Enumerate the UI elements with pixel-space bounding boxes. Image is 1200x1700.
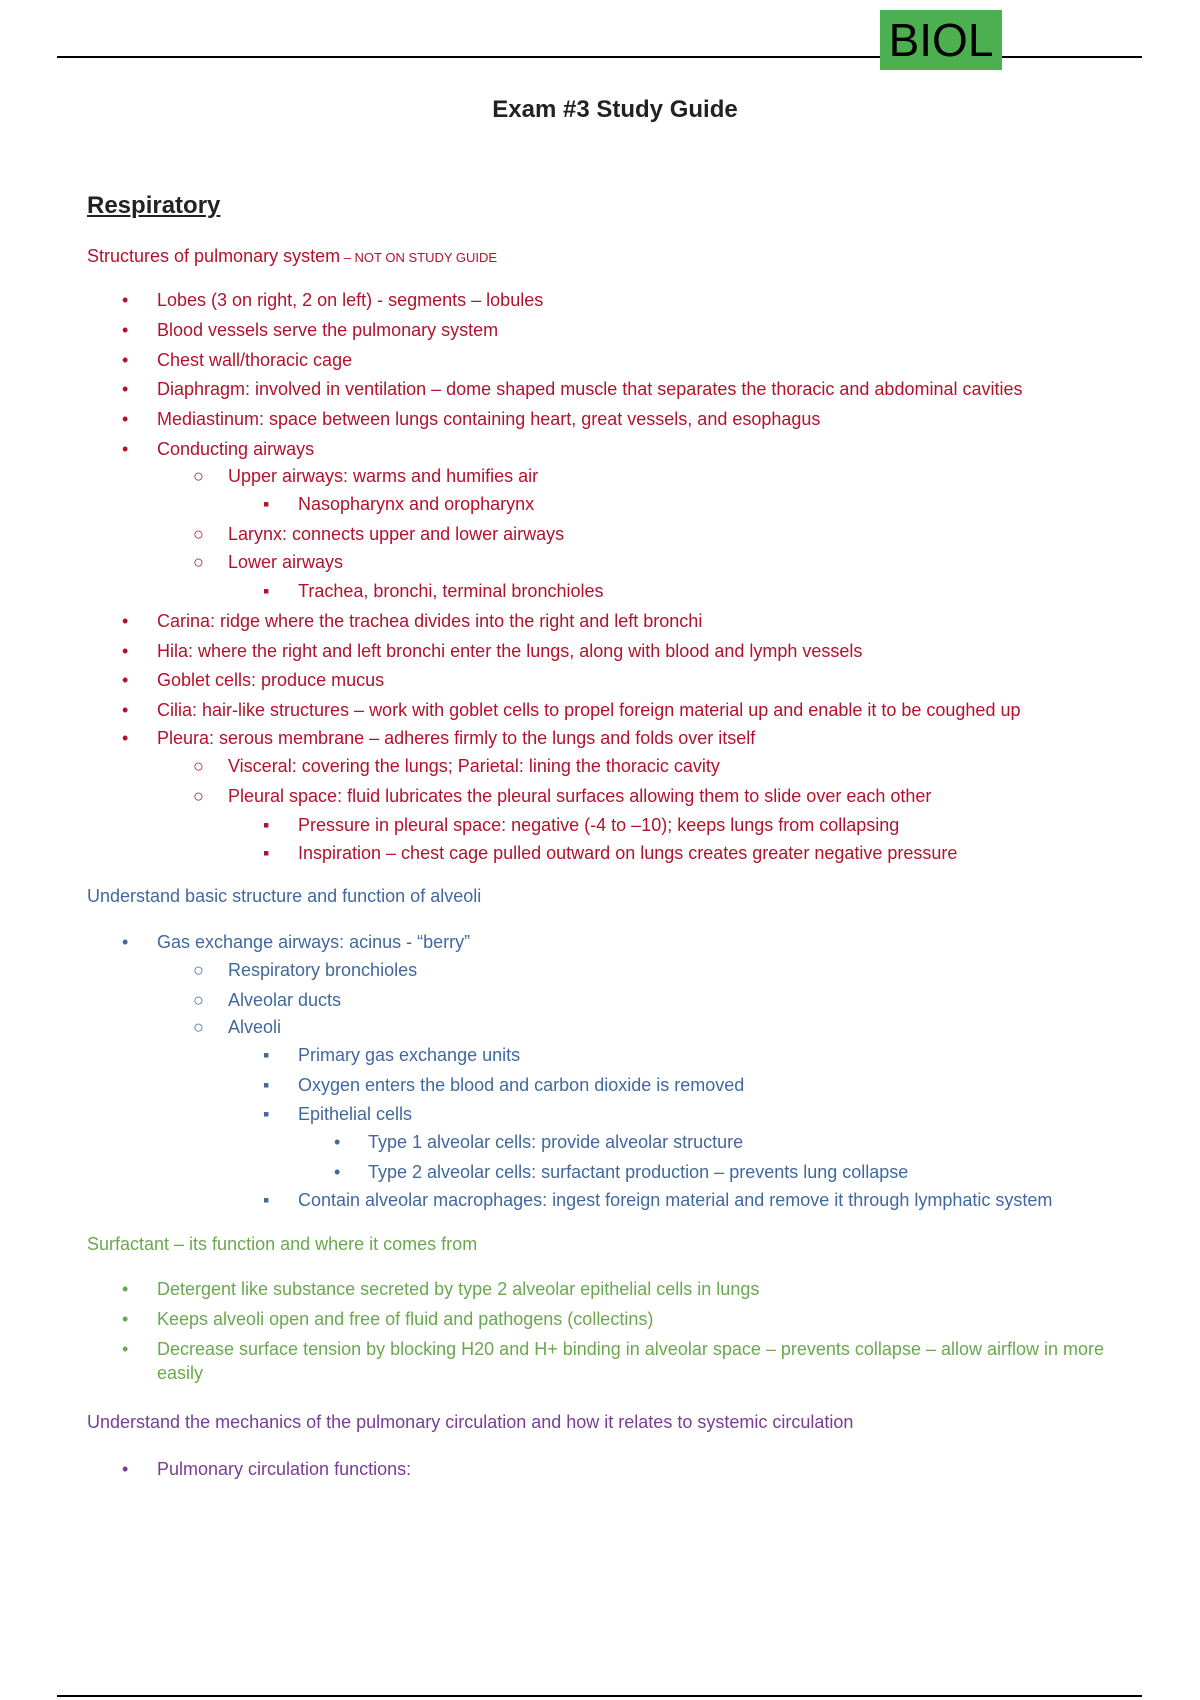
list-item: Conducting airways <box>157 439 315 459</box>
bullet-icon: • <box>334 1162 341 1182</box>
list-item: Pressure in pleural space: negative (-4 to –10); keeps lungs from collapsing <box>298 815 900 835</box>
list-item: Mediastinum: space between lungs containing heart, great vessels, and esophagus <box>157 409 821 429</box>
bullet-icon: • <box>122 439 129 459</box>
bullet-icon: • <box>122 1309 129 1329</box>
square-bullet-icon: ▪ <box>263 1075 270 1095</box>
bullet-icon: • <box>122 611 129 631</box>
bullet-icon: • <box>122 350 129 370</box>
bullet-icon: • <box>122 290 129 310</box>
square-bullet-icon: ▪ <box>263 494 270 514</box>
circle-bullet-icon: ○ <box>193 552 204 572</box>
structures-heading <box>87 244 497 270</box>
list-item: Pleural space: fluid lubricates the pleural surfaces allowing them to slide over each other <box>228 786 932 806</box>
list-item: Nasopharynx and oropharynx <box>298 494 535 514</box>
list-item: Primary gas exchange units <box>298 1045 521 1065</box>
list-item: Gas exchange airways: acinus - “berry” <box>157 932 471 952</box>
list-item: Inspiration – chest cage pulled outward on lungs creates greater negative pressure <box>298 843 958 863</box>
list-item: Cilia: hair-like structures – work with goblet cells to propel foreign material up and enable it to be coughed up <box>157 700 1021 720</box>
list-item: Type 2 alveolar cells: surfactant production – prevents lung collapse <box>368 1162 909 1182</box>
list-item: Decrease surface tension by blocking H20 and H+ binding in alveolar space – prevents collapse – allow airflow in more easily <box>157 1339 1105 1383</box>
circle-bullet-icon: ○ <box>193 466 204 486</box>
list-item: Keeps alveoli open and free of fluid and pathogens (collectins) <box>157 1309 654 1329</box>
list-item: Respiratory bronchioles <box>228 960 418 980</box>
list-item: Larynx: connects upper and lower airways <box>228 524 565 544</box>
alveoli-heading: Understand basic structure and function of alveoli <box>87 886 482 906</box>
circle-bullet-icon: ○ <box>193 524 204 544</box>
circle-bullet-icon: ○ <box>193 990 204 1010</box>
circle-bullet-icon: ○ <box>193 1017 204 1037</box>
list-item: Epithelial cells <box>298 1104 413 1124</box>
bullet-icon: • <box>122 700 129 720</box>
list-item: Goblet cells: produce mucus <box>157 670 385 690</box>
surfactant-heading: Surfactant – its function and where it comes from <box>87 1234 478 1254</box>
course-badge: BIOL <box>880 10 1002 70</box>
square-bullet-icon: ▪ <box>263 815 270 835</box>
bullet-icon: • <box>334 1132 341 1152</box>
bullet-icon: • <box>122 1279 129 1299</box>
circle-bullet-icon: ○ <box>193 756 204 776</box>
list-item: Diaphragm: involved in ventilation – dome shaped muscle that separates the thoracic and abdominal cavities <box>157 379 1023 399</box>
footer-rule <box>57 1695 1142 1697</box>
document-title: Exam #3 Study Guide <box>492 96 738 123</box>
square-bullet-icon: ▪ <box>263 1104 270 1124</box>
square-bullet-icon: ▪ <box>263 843 270 863</box>
square-bullet-icon: ▪ <box>263 581 270 601</box>
list-item: Contain alveolar macrophages: ingest foreign material and remove it through lymphatic system <box>298 1190 1053 1210</box>
structures-heading-note: – NOT ON STUDY GUIDE <box>340 250 498 265</box>
list-item: Pulmonary circulation functions: <box>157 1459 412 1479</box>
bullet-icon: • <box>122 641 129 661</box>
list-item: Detergent like substance secreted by type 2 alveolar epithelial cells in lungs <box>157 1279 760 1299</box>
bullet-icon: • <box>122 1339 129 1359</box>
list-item: Oxygen enters the blood and carbon dioxide is removed <box>298 1075 745 1095</box>
list-item: Hila: where the right and left bronchi enter the lungs, along with blood and lymph vessels <box>157 641 863 661</box>
list-item: Carina: ridge where the trachea divides into the right and left bronchi <box>157 611 703 631</box>
list-item: Trachea, bronchi, terminal bronchioles <box>298 581 604 601</box>
list-item: Lobes (3 on right, 2 on left) - segments – lobules <box>157 290 544 310</box>
list-item: Alveolar ducts <box>228 990 342 1010</box>
bullet-icon: • <box>122 320 129 340</box>
pulmonary-heading: Understand the mechanics of the pulmonary circulation and how it relates to systemic circulation <box>87 1412 854 1432</box>
structures-heading-main: Structures of pulmonary system <box>87 246 341 266</box>
list-item: Chest wall/thoracic cage <box>157 350 353 370</box>
bullet-icon: • <box>122 932 129 952</box>
square-bullet-icon: ▪ <box>263 1190 270 1210</box>
bullet-icon: • <box>122 409 129 429</box>
list-item: Lower airways <box>228 552 344 572</box>
list-item: Alveoli <box>228 1017 282 1037</box>
bullet-icon: • <box>122 670 129 690</box>
bullet-icon: • <box>122 728 129 748</box>
bullet-icon: • <box>122 1459 129 1479</box>
list-item: Visceral: covering the lungs; Parietal: lining the thoracic cavity <box>228 756 720 776</box>
bullet-icon: • <box>122 379 129 399</box>
circle-bullet-icon: ○ <box>193 786 204 806</box>
square-bullet-icon: ▪ <box>263 1045 270 1065</box>
circle-bullet-icon: ○ <box>193 960 204 980</box>
list-item: Blood vessels serve the pulmonary system <box>157 320 499 340</box>
section-heading: Respiratory <box>87 192 221 219</box>
list-item: Pleura: serous membrane – adheres firmly to the lungs and folds over itself <box>157 728 756 748</box>
list-item: Upper airways: warms and humifies air <box>228 466 539 486</box>
list-item: Type 1 alveolar cells: provide alveolar structure <box>368 1132 744 1152</box>
